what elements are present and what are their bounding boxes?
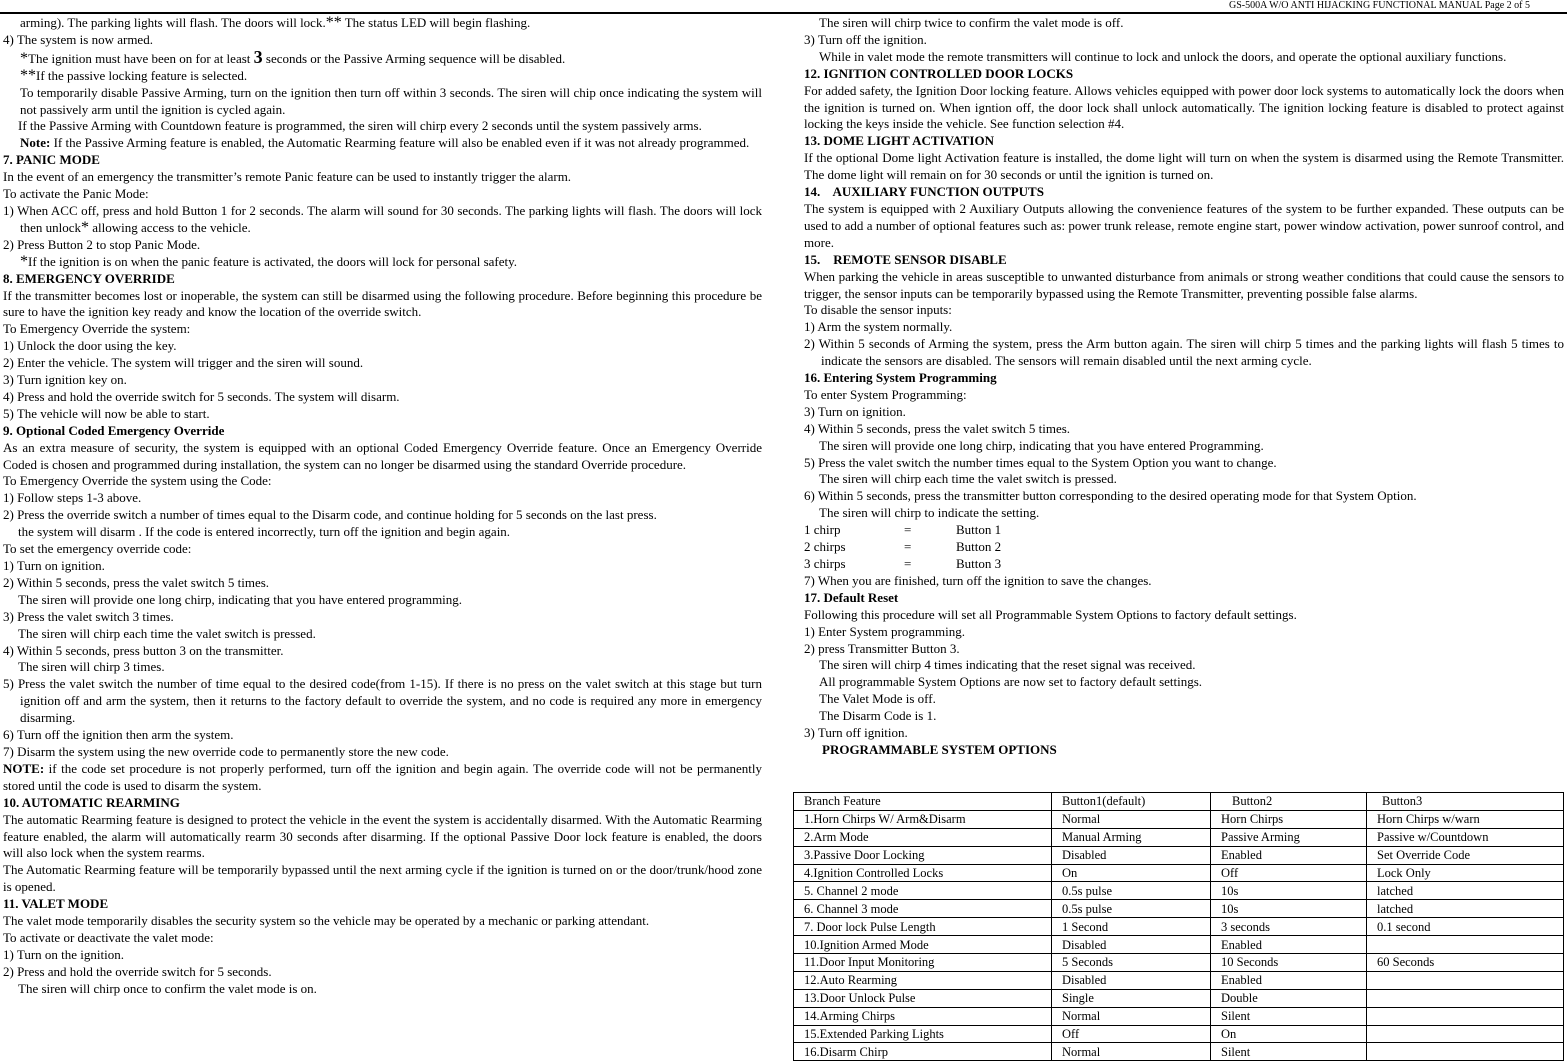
- table-row: [794, 1043, 1564, 1061]
- paragraph: To activate the Panic Mode:: [3, 186, 149, 202]
- table-cell: Off: [1211, 864, 1367, 882]
- list-item: 4) Within 5 seconds, press the valet switch 5 times.: [804, 420, 1071, 436]
- chirp-row: 1 chirp = Button 1: [804, 522, 1002, 538]
- table-cell: Horn Chirps w/warn: [1367, 810, 1564, 828]
- table-cell: 2.Arm Mode: [794, 828, 1052, 846]
- list-item: 1) Follow steps 1-3 above.: [3, 490, 142, 506]
- table-cell: 0.5s pulse: [1052, 900, 1211, 918]
- paragraph: The Disarm Code is 1.: [819, 708, 937, 724]
- footnote: *If the ignition is on when the panic feature is activated, the doors will lock for personal safety.: [20, 252, 518, 270]
- header-cell: Button3: [1367, 793, 1564, 811]
- list-item: 4) Within 5 seconds, press button 3 on the transmitter.: [3, 642, 284, 658]
- list-item: 5) Press the valet switch the number of time equal to the desired code(from 1-15). If there is no press on the valet switch at this stage but turn ignition off and arm the system, then it returns to the factory default to override the system, and no code is required any more in emergency disarming.: [3, 676, 762, 726]
- table-cell: 10.Ignition Armed Mode: [794, 936, 1052, 954]
- note: Note: If the Passive Arming feature is enabled, the Automatic Rearming feature will also be enabled even if it was not already programmed.: [20, 135, 750, 151]
- paragraph: The siren will chirp to indicate the setting.: [819, 505, 1040, 521]
- list-item: 2) Press the override switch a number of times equal to the Disarm code, and continue holding for 5 seconds on the last press.: [3, 507, 657, 523]
- table-cell: Normal: [1052, 1043, 1211, 1061]
- list-item: 3) Turn off ignition.: [804, 725, 908, 741]
- table-cell: 15.Extended Parking Lights: [794, 1025, 1052, 1043]
- paragraph: To activate or deactivate the valet mode:: [3, 929, 214, 945]
- paragraph: The Valet Mode is off.: [819, 691, 936, 707]
- table-cell: 10s: [1211, 900, 1367, 918]
- table-cell: latched: [1367, 900, 1564, 918]
- table-cell: Manual Arming: [1052, 828, 1211, 846]
- paragraph: The siren will chirp twice to confirm the valet mode is off.: [819, 15, 1124, 30]
- list-item: 7) When you are finished, turn off the ignition to save the changes.: [804, 572, 1152, 588]
- list-item: 6) Within 5 seconds, press the transmitter button corresponding to the desired operating mode for that System Option.: [804, 488, 1417, 504]
- header-cell: Branch Feature: [794, 793, 1052, 811]
- list-item: 2) press Transmitter Button 3.: [804, 640, 960, 656]
- table-cell: 14.Arming Chirps: [794, 1007, 1052, 1025]
- header-cell: Button1(default): [1052, 793, 1211, 811]
- paragraph: To temporarily disable Passive Arming, turn on the ignition then turn off within 3 seconds. The siren will chip once indicating the system will not passively arm until the ignition is cycled again.: [20, 84, 762, 117]
- list-item: 1) Unlock the door using the key.: [3, 338, 177, 354]
- table-cell: Silent: [1211, 1043, 1367, 1061]
- table-cell: Disabled: [1052, 846, 1211, 864]
- chirp-row: 2 chirps = Button 2: [804, 539, 1002, 555]
- paragraph: To Emergency Override the system using the Code:: [3, 473, 272, 489]
- paragraph: To Emergency Override the system:: [3, 321, 191, 337]
- table-cell: Enabled: [1211, 971, 1367, 989]
- table-cell: 3 seconds: [1211, 918, 1367, 936]
- section-heading: 17. Default Reset: [804, 589, 899, 605]
- paragraph: Following this procedure will set all Programmable System Options to factory default settings.: [804, 606, 1297, 622]
- paragraph: arming). The parking lights will flash. The doors will lock.** The status LED will begin flashing.: [20, 14, 531, 31]
- list-item: 1) When ACC off, press and hold Button 1 for 2 seconds. The alarm will sound for 30 seconds. The parking lights will flash. The doors will lock then unlock* allowing access to the vehicle.: [3, 202, 762, 236]
- list-item: 7) Disarm the system using the new override code to permanently store the new code.: [3, 743, 449, 759]
- footnote: *The ignition must have been on for at least 3 seconds or the Passive Arming sequence will be disabled.: [20, 46, 566, 67]
- list-item: 4) Press and hold the override switch for 5 seconds. The system will disarm.: [3, 388, 400, 404]
- list-item: 3) Turn on ignition.: [804, 403, 906, 419]
- list-item: 1) Turn on the ignition.: [3, 946, 124, 962]
- paragraph: The system is equipped with 2 Auxiliary Outputs allowing the convenience features of the system to be further expanded. These outputs can be used to add a number of optional features such as: power trunk release, remote engine start, power window activation, power sunroof control, and more.: [804, 200, 1564, 250]
- table-cell: Enabled: [1211, 936, 1367, 954]
- section-heading: 16. Entering System Programming: [804, 370, 997, 386]
- section-heading: 12. IGNITION CONTROLLED DOOR LOCKS: [804, 65, 1074, 81]
- paragraph: the system will disarm . If the code is entered incorrectly, turn off the ignition and begin again.: [18, 524, 511, 540]
- list-item: 3) Turn off the ignition.: [804, 31, 927, 47]
- table-cell: Normal: [1052, 810, 1211, 828]
- table-cell: 5 Seconds: [1052, 954, 1211, 972]
- list-item: 2) Enter the vehicle. The system will trigger and the siren will sound.: [3, 355, 364, 371]
- paragraph: All programmable System Options are now set to factory default settings.: [819, 674, 1203, 690]
- table-cell: 16.Disarm Chirp: [794, 1043, 1052, 1061]
- table-row: [794, 900, 1564, 918]
- paragraph: While in valet mode the remote transmitters will continue to lock and unlock the doors, and operate the optional auxiliary functions.: [819, 48, 1507, 64]
- table-row: [794, 1007, 1564, 1025]
- table-header-row: [794, 793, 1564, 811]
- table-cell: Lock Only: [1367, 864, 1564, 882]
- table-cell: Single: [1052, 989, 1211, 1007]
- list-item: 5) Press the valet switch the number times equal to the System Option you want to change.: [804, 454, 1277, 470]
- table-cell: [1367, 971, 1564, 989]
- section-heading: 7. PANIC MODE: [3, 152, 100, 168]
- table-cell: [1367, 1007, 1564, 1025]
- list-item: 2) Press Button 2 to stop Panic Mode.: [3, 236, 201, 252]
- table-cell: 10s: [1211, 882, 1367, 900]
- section-heading: 13. DOME LIGHT ACTIVATION: [804, 133, 994, 149]
- table-cell: 5. Channel 2 mode: [794, 882, 1052, 900]
- table-cell: Passive Arming: [1211, 828, 1367, 846]
- table-row: [794, 936, 1564, 954]
- table-cell: Silent: [1211, 1007, 1367, 1025]
- right-column: [804, 15, 1564, 759]
- table-cell: [1367, 1043, 1564, 1061]
- table-cell: Enabled: [1211, 846, 1367, 864]
- paragraph: The siren will provide one long chirp, indicating that you have entered programming.: [18, 591, 463, 607]
- table-row: [794, 989, 1564, 1007]
- section-heading: 15. REMOTE SENSOR DISABLE: [804, 251, 1007, 267]
- table-cell: Passive w/Countdown: [1367, 828, 1564, 846]
- table-row: [794, 846, 1564, 864]
- table-row: [794, 918, 1564, 936]
- footnote: **If the passive locking feature is selected.: [20, 66, 248, 84]
- table-cell: 13.Door Unlock Pulse: [794, 989, 1052, 1007]
- paragraph: When parking the vehicle in areas susceptible to unwanted disturbance from animals or strong weather conditions that could cause the sensors to trigger, the sensor inputs can be temporarily bypassed using the Remote Transmitter, preventing possible false alarms.: [804, 268, 1564, 301]
- table-row: [794, 954, 1564, 972]
- section-heading: 11. VALET MODE: [3, 896, 109, 912]
- paragraph: The automatic Rearming feature is designed to protect the vehicle in the event the system is accidentally disarmed. With the Automatic Rearming feature enabled, the alarm will automatically rearm 30 seconds after disarming. If the optional Passive Door lock feature is enabled, the doors will also lock when the system rearms.: [3, 811, 762, 861]
- table-cell: [1367, 1025, 1564, 1043]
- section-heading: 10. AUTOMATIC REARMING: [3, 794, 180, 810]
- table-cell: Off: [1052, 1025, 1211, 1043]
- paragraph: To enter System Programming:: [804, 386, 967, 402]
- paragraph: To disable the sensor inputs:: [804, 302, 952, 318]
- list-item: 3) Press the valet switch 3 times.: [3, 608, 174, 624]
- table-cell: latched: [1367, 882, 1564, 900]
- table-cell: 4.Ignition Controlled Locks: [794, 864, 1052, 882]
- options-table: [793, 792, 1564, 1061]
- paragraph: The siren will chirp 4 times indicating that the reset signal was received.: [819, 657, 1196, 673]
- section-heading: 9. Optional Coded Emergency Override: [3, 422, 225, 438]
- table-row: [794, 864, 1564, 882]
- page-header: GS-500A W/O ANTI HIJACKING FUNCTIONAL MANUAL Page 2 of 5: [1228, 0, 1530, 11]
- left-column: [3, 15, 762, 998]
- table-title: PROGRAMMABLE SYSTEM OPTIONS: [822, 741, 1057, 757]
- list-item: 1) Turn on ignition.: [3, 558, 105, 573]
- table-cell: On: [1211, 1025, 1367, 1043]
- paragraph: If the optional Dome light Activation feature is installed, the dome light will turn on when the system is disarmed using the Remote Transmitter. The dome light will remain on for 30 seconds or until the ignition is turned on.: [804, 150, 1564, 183]
- table-cell: Set Override Code: [1367, 846, 1564, 864]
- paragraph: For added safety, the Ignition Door locking feature. Allows vehicles equipped with power door lock systems to automatically lock the doors when the ignition is turned on. When igntion off, the door lock shall unlock automatically. The ignition locking feature is disabled to protect against locking the keys inside the vehicle. See function selection #4.: [804, 82, 1564, 132]
- paragraph: As an extra measure of security, the system is equipped with an optional Coded Emergency Override feature. Once an Emergency Override Coded is chosen and programmed during installation, the system can no longer be disarmed using the standard Override procedure.: [3, 439, 762, 472]
- list-item: 2) Within 5 seconds, press the valet switch 5 times.: [3, 574, 270, 590]
- paragraph: The siren will chirp once to confirm the valet mode is on.: [18, 980, 317, 996]
- note: NOTE: if the code set procedure is not properly performed, turn off the ignition and begin again. The override code will not be permanently stored until the code is used to disarm the system.: [3, 760, 762, 793]
- table-row: [794, 810, 1564, 828]
- table-row: [794, 828, 1564, 846]
- table-cell: 10 Seconds: [1211, 954, 1367, 972]
- table-cell: 1 Second: [1052, 918, 1211, 936]
- list-item: 1) Enter System programming.: [804, 623, 966, 639]
- list-item: 5) The vehicle will now be able to start.: [3, 405, 210, 421]
- chirp-row: 3 chirps = Button 3: [804, 556, 1002, 571]
- table-cell: 11.Door Input Monitoring: [794, 954, 1052, 972]
- table-cell: Disabled: [1052, 936, 1211, 954]
- table-cell: 3.Passive Door Locking: [794, 846, 1052, 864]
- table-cell: On: [1052, 864, 1211, 882]
- paragraph: The valet mode temporarily disables the security system so the vehicle may be operated by a mechanic or parking attendant.: [3, 913, 650, 929]
- table-row: [794, 971, 1564, 989]
- paragraph: The siren will chirp each time the valet switch is pressed.: [18, 625, 316, 641]
- paragraph: To set the emergency override code:: [3, 541, 192, 557]
- paragraph: The siren will chirp each time the valet switch is pressed.: [819, 471, 1117, 487]
- header-rule: [0, 12, 1567, 14]
- table-cell: Disabled: [1052, 971, 1211, 989]
- table-cell: Double: [1211, 989, 1367, 1007]
- table-cell: 1.Horn Chirps W/ Arm&Disarm: [794, 810, 1052, 828]
- table-cell: 12.Auto Rearming: [794, 971, 1052, 989]
- table-cell: 6. Channel 3 mode: [794, 900, 1052, 918]
- paragraph: If the Passive Arming with Countdown feature is programmed, the siren will chirp every 2 seconds until the system passively arms.: [18, 118, 702, 134]
- list-item: 1) Arm the system normally.: [804, 319, 953, 335]
- table-cell: [1367, 989, 1564, 1007]
- table-cell: 7. Door lock Pulse Length: [794, 918, 1052, 936]
- list-item: 2) Press and hold the override switch for 5 seconds.: [3, 963, 272, 979]
- list-item: 2) Within 5 seconds of Arming the system, press the Arm button again. The siren will chirp 5 times and the parking lights will flash 5 times to indicate the sensors are disabled. The sensors will remain disabled until the next arming cycle.: [804, 336, 1564, 369]
- section-heading: 8. EMERGENCY OVERRIDE: [3, 270, 175, 286]
- paragraph: The Automatic Rearming feature will be temporarily bypassed until the next arming cycle if the ignition is turned on or the door/trunk/hood zone is opened.: [3, 862, 762, 895]
- list-item: 3) Turn ignition key on.: [3, 372, 127, 388]
- table-cell: [1367, 936, 1564, 954]
- table-cell: Normal: [1052, 1007, 1211, 1025]
- paragraph: In the event of an emergency the transmitter’s remote Panic feature can be used to instantly trigger the alarm.: [3, 169, 572, 185]
- table-cell: 0.1 second: [1367, 918, 1564, 936]
- list-item: 4) The system is now armed.: [3, 31, 153, 47]
- paragraph: The siren will chirp 3 times.: [18, 659, 165, 675]
- paragraph: If the transmitter becomes lost or inoperable, the system can still be disarmed using the following procedure. Before beginning this procedure be sure to have the ignition key ready and know the location of the override switch.: [3, 287, 762, 320]
- table-cell: 60 Seconds: [1367, 954, 1564, 972]
- table-cell: Horn Chirps: [1211, 810, 1367, 828]
- table-row: [794, 1025, 1564, 1043]
- list-item: 6) Turn off the ignition then arm the system.: [3, 727, 234, 743]
- table-cell: 0.5s pulse: [1052, 882, 1211, 900]
- header-cell: Button2: [1211, 793, 1367, 811]
- table-row: [794, 882, 1564, 900]
- paragraph: The siren will provide one long chirp, indicating that you have entered Programming.: [819, 437, 1264, 453]
- section-heading: 14. AUXILIARY FUNCTION OUTPUTS: [804, 184, 1044, 200]
